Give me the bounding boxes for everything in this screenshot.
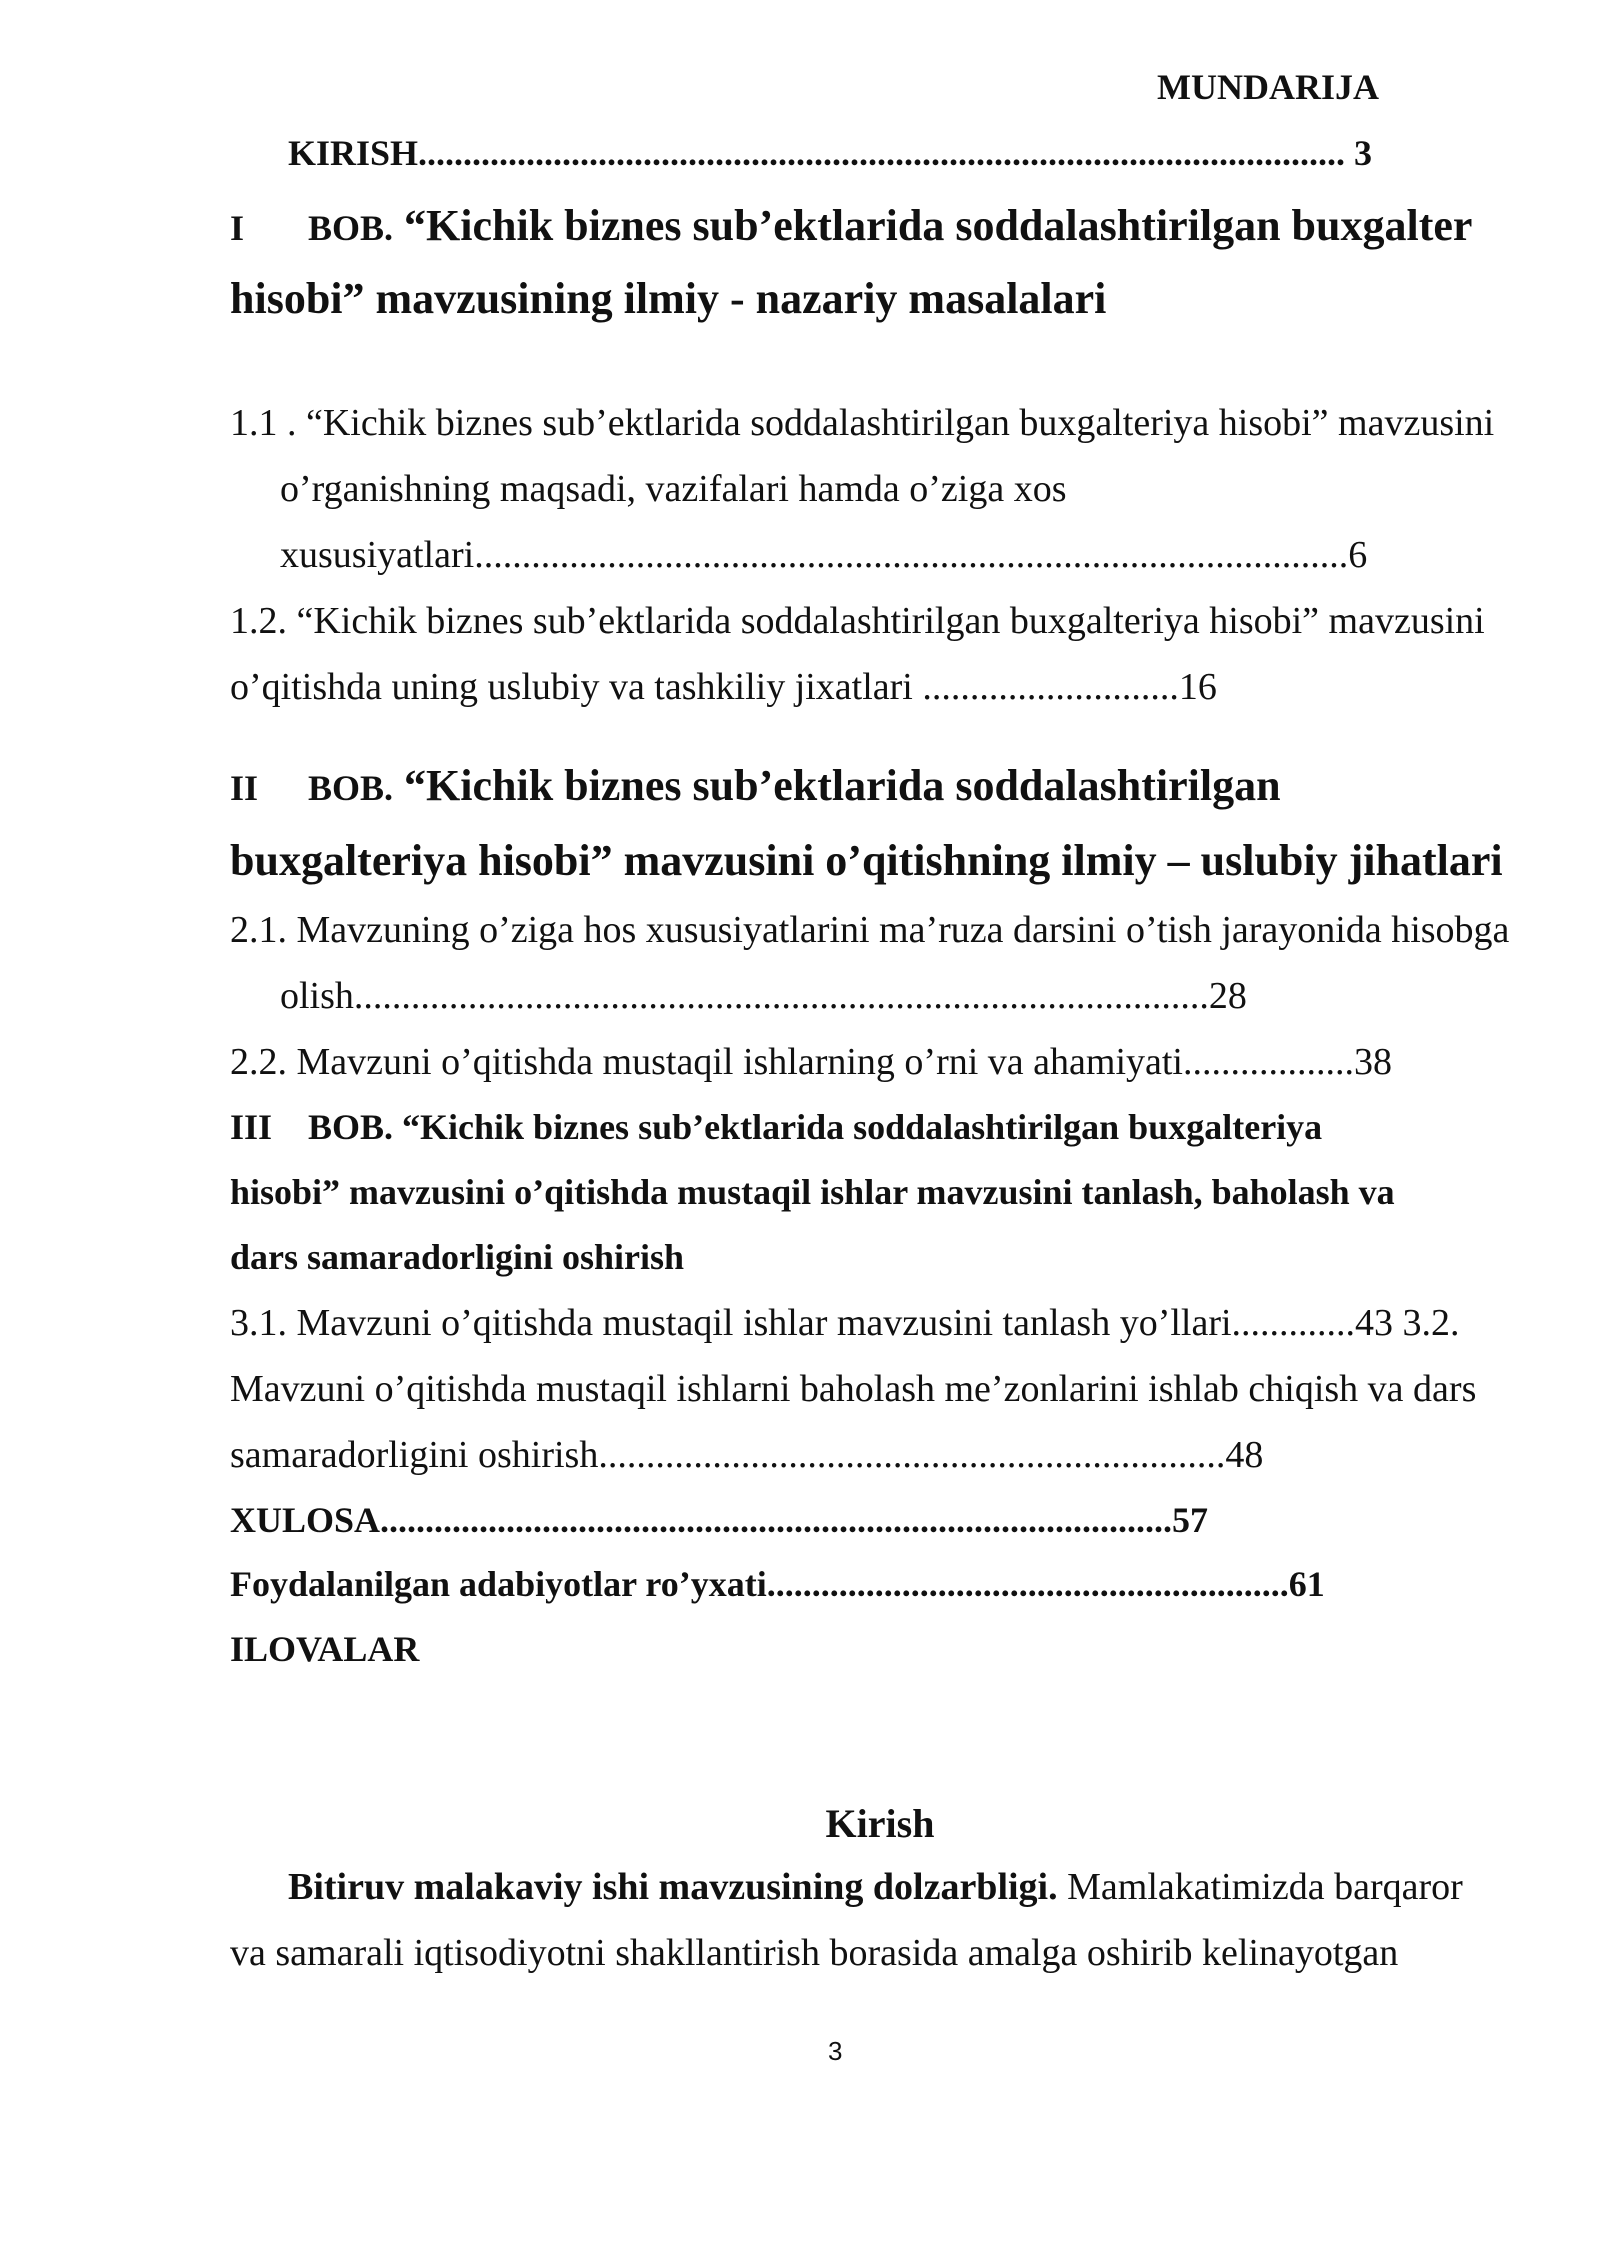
toc-chapter-3-line1	[230, 1104, 1322, 1158]
page-number: 3	[828, 2036, 843, 2066]
toc-entry-2-1-line2: olish..........................................................................................28	[280, 975, 1247, 1017]
chapter-1-title-line2: hisobi” mavzusining ilmiy - nazariy masalalari	[230, 274, 1107, 323]
intro-lead-bold: Bitiruv malakaviy ishi mavzusining dolzarbligi.	[288, 1866, 1058, 1908]
chapter-3-bob: BOB.	[308, 1107, 394, 1147]
toc-entry-1-2-line1: 1.2. “Kichik biznes sub’ektlarida soddalashtirilgan buxgalteriya hisobi” mavzusini	[230, 600, 1485, 642]
chapter-1-roman: I	[230, 208, 245, 248]
chapter-3-title-line2: hisobi” mavzusini o’qitishda mustaqil ishlar mavzusini tanlash, baholash va	[230, 1172, 1395, 1212]
toc-entry-2-2: 2.2. Mavzuni o’qitishda mustaqil ishlarning o’rni va ahamiyati..................38	[230, 1041, 1392, 1083]
chapter-2-title-line2: buxgalteriya hisobi” mavzusini o’qitishning ilmiy – uslubiy jihatlari	[230, 836, 1503, 885]
toc-entry-kirish: KIRISH....................................................................................................... 3	[288, 133, 1373, 173]
toc-entry-1-2-line2: o’qitishda uning uslubiy va tashkiliy jixatlari ...........................16	[230, 666, 1217, 708]
chapter-3-roman: III	[230, 1107, 273, 1147]
chapter-1-title-line1: “Kichik biznes sub’ektlarida soddalashtirilgan buxgalter	[393, 201, 1473, 250]
toc-entry-3-1-line1: 3.1. Mavzuni o’qitishda mustaqil ishlar mavzusini tanlash yo’llari.............43 3.2.	[230, 1302, 1460, 1344]
intro-paragraph-line2: va samarali iqtisodiyotni shakllantirish borasida amalga oshirib kelinayotgan	[230, 1932, 1399, 1974]
chapter-3-title-line1: “Kichik biznes sub’ektlarida soddalashtirilgan buxgalteriya	[393, 1107, 1323, 1147]
toc-entry-2-1-line1: 2.1. Mavzuning o’ziga hos xususiyatlarini ma’ruza darsini o’tish jarayonida hisobga	[230, 909, 1510, 951]
toc-chapter-2-line1	[230, 760, 1281, 822]
toc-entry-xulosa: XULOSA........................................................................................57	[230, 1500, 1209, 1540]
intro-lead-rest: Mamlakatimizda barqaror	[1057, 1866, 1463, 1908]
chapter-2-bob: BOB.	[308, 768, 394, 808]
toc-entry-1-1-line1: 1.1 . “Kichik biznes sub’ektlarida soddalashtirilgan buxgalteriya hisobi” mavzusini	[230, 402, 1495, 444]
chapter-2-roman: II	[230, 768, 259, 808]
intro-heading: Kirish	[825, 1801, 935, 1846]
toc-chapter-1-line1	[230, 200, 1472, 262]
toc-entry-3-1-line3: samaradorligini oshirish..................................................................48	[230, 1434, 1264, 1476]
toc-entry-3-1-line2: Mavzuni o’qitishda mustaqil ishlarni baholash me’zonlarini ishlab chiqish va dars	[230, 1368, 1477, 1410]
toc-heading: MUNDARIJA	[1157, 67, 1379, 107]
toc-entry-adabiyotlar: Foydalanilgan adabiyotlar ro’yxati..........................................................61	[230, 1564, 1325, 1604]
intro-paragraph-line1	[288, 1864, 1463, 1910]
toc-entry-1-1-line2: o’rganishning maqsadi, vazifalari hamda o’ziga xos	[280, 468, 1067, 510]
toc-entry-1-1-line3: xususiyatlari............................................................................................6	[280, 534, 1368, 576]
chapter-2-title-line1: “Kichik biznes sub’ektlarida soddalashtirilgan	[393, 761, 1281, 810]
chapter-3-title-line3: dars samaradorligini oshirish	[230, 1237, 685, 1277]
chapter-1-bob: BOB.	[308, 208, 394, 248]
toc-entry-ilovalar: ILOVALAR	[230, 1629, 420, 1669]
